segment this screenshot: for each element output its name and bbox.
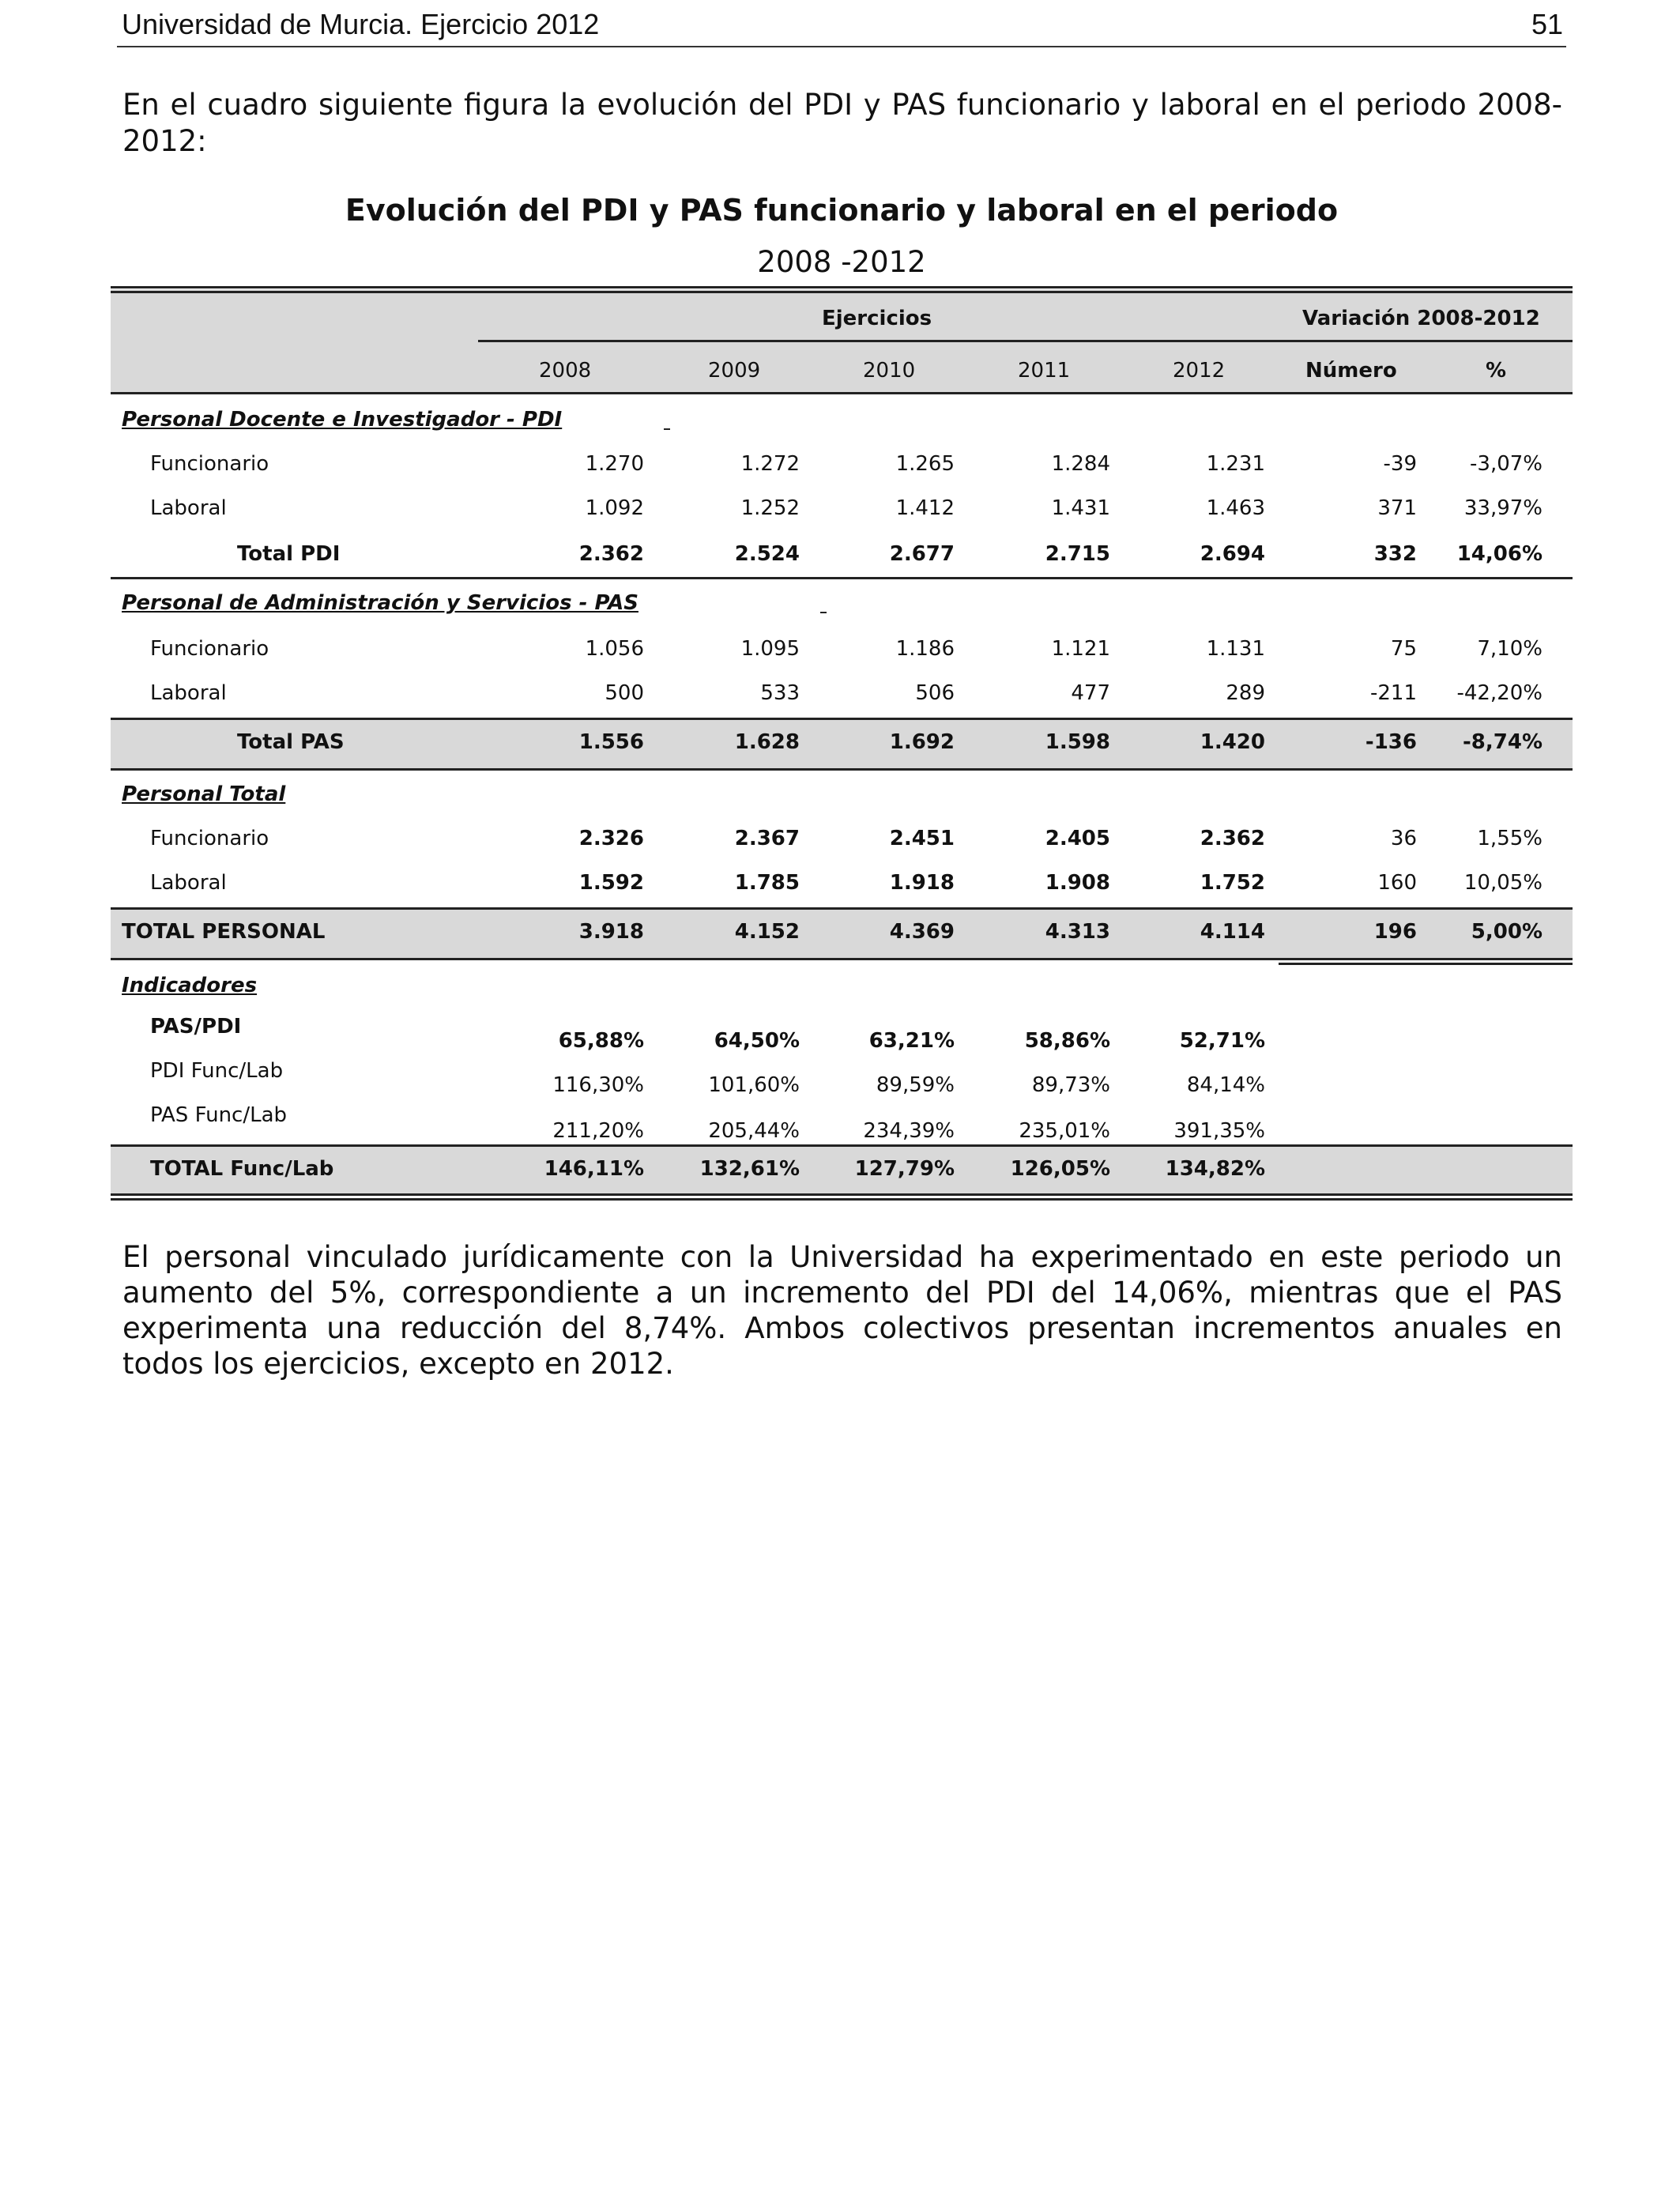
table-cell: 1.231 <box>1206 452 1265 476</box>
table-cell: 4.114 <box>1200 920 1265 944</box>
row-label: Funcionario <box>150 637 269 661</box>
header-ejercicios: Ejercicios <box>822 307 932 330</box>
table-cell: 1.692 <box>889 730 955 754</box>
table-cell: 89,73% <box>1031 1073 1110 1097</box>
table-cell: 1.095 <box>740 637 800 661</box>
table-cell: 2.715 <box>1045 542 1110 566</box>
page-number: 51 <box>1531 8 1563 40</box>
table-cell: 211,20% <box>552 1119 644 1143</box>
table-cell: 52,71% <box>1179 1029 1265 1053</box>
row-label: Funcionario <box>150 452 269 476</box>
table-cell: 2.367 <box>734 827 800 850</box>
table-cell: 1.752 <box>1200 871 1265 895</box>
row-label: Laboral <box>150 871 227 895</box>
header-bottom-rule <box>111 392 1573 394</box>
table-cell: 58,86% <box>1024 1029 1110 1053</box>
total-personal-background <box>111 909 1573 958</box>
table-cell: 289 <box>1226 681 1265 705</box>
table-cell: 234,39% <box>863 1119 955 1143</box>
table-cell: 63,21% <box>868 1029 955 1053</box>
table-cell: 332 <box>1373 542 1417 566</box>
table-cell: 33,97% <box>1463 496 1543 520</box>
table-cell: 160 <box>1377 871 1417 895</box>
table-cell: 89,59% <box>876 1073 955 1097</box>
table-cell: 132,61% <box>699 1157 800 1181</box>
table-cell: 116,30% <box>552 1073 644 1097</box>
table-cell: 2.362 <box>1200 827 1265 850</box>
dash-mark <box>820 612 827 613</box>
table-cell: 1.918 <box>889 871 955 895</box>
col-header-percent: % <box>1486 359 1507 383</box>
table-cell: 4.313 <box>1045 920 1110 944</box>
row-label: Funcionario <box>150 827 269 850</box>
table-cell: 127,79% <box>854 1157 955 1181</box>
row-label: TOTAL PERSONAL <box>122 920 326 944</box>
intro-paragraph: En el cuadro siguiente figura la evolución del PDI y PAS funcionario y laboral en el periodo 2008-2012: <box>122 88 1562 158</box>
row-label: PAS/PDI <box>150 1015 242 1039</box>
table-cell: 1.284 <box>1051 452 1110 476</box>
total-personal-top-rule <box>111 907 1573 910</box>
table-cell: 477 <box>1071 681 1110 705</box>
table-cell: 2.362 <box>578 542 644 566</box>
table-title: Evolución del PDI y PAS funcionario y laboral en el periodo <box>345 193 1339 228</box>
table-cell: 1.121 <box>1051 637 1110 661</box>
table-cell: 4.369 <box>889 920 955 944</box>
table-cell: 1.420 <box>1200 730 1265 754</box>
table-cell: 4.152 <box>734 920 800 944</box>
col-header-2012: 2012 <box>1173 359 1226 383</box>
table-cell: 1,55% <box>1477 827 1543 850</box>
closing-paragraph: El personal vinculado jurídicamente con la Universidad ha experimentado en este periodo un aumento del 5%, correspondiente a un incremento del PDI del 14,06%, mientras que el PAS experimenta una reducción del 8,74%. Ambos colectivos presentan incrementos anuales en todos los ejercicios, excepto en 2012. <box>122 1240 1562 1381</box>
table-cell: 64,50% <box>714 1029 800 1053</box>
page-header <box>117 5 1566 47</box>
table-cell: 506 <box>915 681 955 705</box>
table-cell: 5,00% <box>1471 920 1543 944</box>
table-cell: -39 <box>1383 452 1417 476</box>
table-cell: 1.598 <box>1045 730 1110 754</box>
table-cell: 75 <box>1390 637 1417 661</box>
table-cell: 235,01% <box>1019 1119 1110 1143</box>
table-cell: 371 <box>1377 496 1417 520</box>
row-label: TOTAL Func/Lab <box>150 1157 334 1181</box>
table-cell: 1.556 <box>578 730 644 754</box>
row-label: PAS Func/Lab <box>150 1103 288 1127</box>
section-label-pdi: Personal Docente e Investigador - PDI <box>122 408 563 432</box>
pdi-bottom-rule <box>111 577 1573 579</box>
table-cell: 1.272 <box>740 452 800 476</box>
table-cell: 1.592 <box>578 871 644 895</box>
table-cell: 2.451 <box>889 827 955 850</box>
table-cell: -136 <box>1365 730 1417 754</box>
table-cell: 196 <box>1373 920 1417 944</box>
col-header-2009: 2009 <box>708 359 761 383</box>
table-cell: 1.056 <box>585 637 644 661</box>
table-cell: 2.677 <box>889 542 955 566</box>
table-top-rule <box>111 286 1573 293</box>
table-subtitle: 2008 -2012 <box>757 245 926 279</box>
table-cell: 101,60% <box>708 1073 800 1097</box>
variation-end-rule <box>1279 963 1573 965</box>
col-header-2011: 2011 <box>1018 359 1071 383</box>
document-title: Universidad de Murcia. Ejercicio 2012 <box>122 8 600 40</box>
table-cell: 1.412 <box>895 496 955 520</box>
table-cell: 2.524 <box>734 542 800 566</box>
col-header-2008: 2008 <box>539 359 592 383</box>
table-cell: 1.785 <box>734 871 800 895</box>
table-cell: 1.131 <box>1206 637 1265 661</box>
table-cell: 1.628 <box>734 730 800 754</box>
table-cell: -8,74% <box>1463 730 1543 754</box>
row-label: Total PDI <box>237 542 341 566</box>
row-label: Laboral <box>150 681 227 705</box>
table-cell: -211 <box>1369 681 1417 705</box>
total-pas-top-rule <box>111 718 1573 720</box>
row-label: PDI Func/Lab <box>150 1059 284 1083</box>
total-personal-bottom-rule <box>111 958 1573 960</box>
section-label-total: Personal Total <box>122 782 286 806</box>
total-funclab-top-rule <box>111 1144 1573 1147</box>
table-cell: 146,11% <box>544 1157 644 1181</box>
header-divider <box>478 340 1573 342</box>
table-cell: 7,10% <box>1477 637 1543 661</box>
table-cell: 36 <box>1390 827 1417 850</box>
table-cell: 1.092 <box>585 496 644 520</box>
col-header-2010: 2010 <box>863 359 916 383</box>
header-variacion: Variación 2008-2012 <box>1302 307 1540 330</box>
table-cell: 84,14% <box>1186 1073 1265 1097</box>
table-cell: 391,35% <box>1173 1119 1265 1143</box>
table-cell: 14,06% <box>1456 542 1543 566</box>
table-cell: 533 <box>760 681 800 705</box>
table-cell: 2.405 <box>1045 827 1110 850</box>
table-bottom-rule <box>111 1193 1573 1201</box>
row-label: Laboral <box>150 496 227 520</box>
table-cell: 205,44% <box>708 1119 800 1143</box>
section-label-pas: Personal de Administración y Servicios - PAS <box>122 591 638 615</box>
table-cell: 65,88% <box>558 1029 644 1053</box>
table-cell: 1.908 <box>1045 871 1110 895</box>
table-cell: 1.265 <box>895 452 955 476</box>
section-label-indicadores: Indicadores <box>122 974 258 997</box>
row-label: Total PAS <box>237 730 345 754</box>
table-cell: 500 <box>605 681 644 705</box>
col-header-numero: Número <box>1305 359 1397 383</box>
table-cell: 1.252 <box>740 496 800 520</box>
table-cell: 126,05% <box>1010 1157 1110 1181</box>
table-cell: 1.431 <box>1051 496 1110 520</box>
table-cell: 3.918 <box>578 920 644 944</box>
table-cell: 1.463 <box>1206 496 1265 520</box>
table-cell: 134,82% <box>1165 1157 1265 1181</box>
table-cell: 2.694 <box>1200 542 1265 566</box>
table-cell: 10,05% <box>1463 871 1543 895</box>
table-cell: -3,07% <box>1470 452 1543 476</box>
dash-mark <box>664 428 670 430</box>
total-pas-bottom-rule <box>111 768 1573 771</box>
table-cell: 1.186 <box>895 637 955 661</box>
table-cell: 2.326 <box>578 827 644 850</box>
table-cell: 1.270 <box>585 452 644 476</box>
table-cell: -42,20% <box>1456 681 1543 705</box>
